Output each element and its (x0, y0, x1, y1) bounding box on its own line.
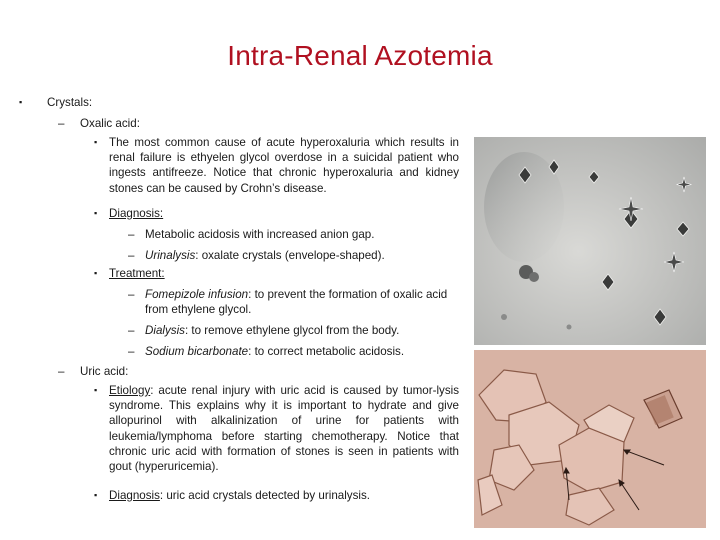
uric-acid-crystals-micrograph (474, 350, 706, 528)
uric-acid-heading: Uric acid: (80, 365, 129, 378)
bullet-square: ▪ (94, 490, 98, 500)
oxalate-crystals-micrograph (474, 137, 706, 345)
dash-marker: – (128, 249, 135, 262)
bullet-square: ▪ (94, 268, 98, 278)
dash-marker: – (128, 324, 135, 337)
oxalic-acid-heading: Oxalic acid: (80, 117, 140, 130)
uric-diagnosis-text: Diagnosis: uric acid crystals detected by urinalysis. (109, 489, 370, 502)
oxalic-treatment-item-2: Dialysis: to remove ethylene glycol from the body. (145, 324, 400, 337)
dash-marker: – (58, 117, 65, 130)
oxalic-cause-text: The most common cause of acute hyperoxaluria which results in renal failure is ethyelen glycol overdose in a suicidal patient who ingests antifreeze. Notice that chronic hyperoxaluria and kidney stones can be caused by Crohn’s disease. (109, 136, 459, 195)
bullet-square: ▪ (94, 137, 98, 147)
bullet-square: ▪ (19, 97, 23, 107)
bullet-square: ▪ (94, 208, 98, 218)
bullet-square: ▪ (94, 385, 98, 395)
oxalic-diagnosis-label: Diagnosis: (109, 207, 164, 220)
oxalic-treatment-item-3: Sodium bicarbonate: to correct metabolic acidosis. (145, 345, 405, 358)
dash-marker: – (128, 228, 135, 241)
oxalic-diagnosis-item-2: Urinalysis: oxalate crystals (envelope-shaped). (145, 249, 385, 262)
crystals-heading: Crystals: (47, 96, 93, 109)
dash-marker: – (58, 365, 65, 378)
slide-title: Intra-Renal Azotemia (227, 40, 493, 71)
uric-etiology-text: Etiology: acute renal injury with uric acid is caused by tumor-lysis syndrome. This explains why it is important to hydrate and give allopurinol with alkalinization of urine for patients with leukemia/lymphoma before starting chemotherapy. Notice that chronic uric acid with formation of stones is seen in patients with gout (hyperuricemia). (109, 384, 459, 474)
dash-marker: – (128, 288, 135, 301)
oxalic-treatment-label: Treatment: (109, 267, 165, 280)
oxalic-diagnosis-item-1: Metabolic acidosis with increased anion gap. (145, 228, 375, 241)
dash-marker: – (128, 345, 135, 358)
oxalic-treatment-item-1: Fomepizole infusion: to prevent the formation of oxalic acid from ethylene glycol. (145, 288, 448, 317)
